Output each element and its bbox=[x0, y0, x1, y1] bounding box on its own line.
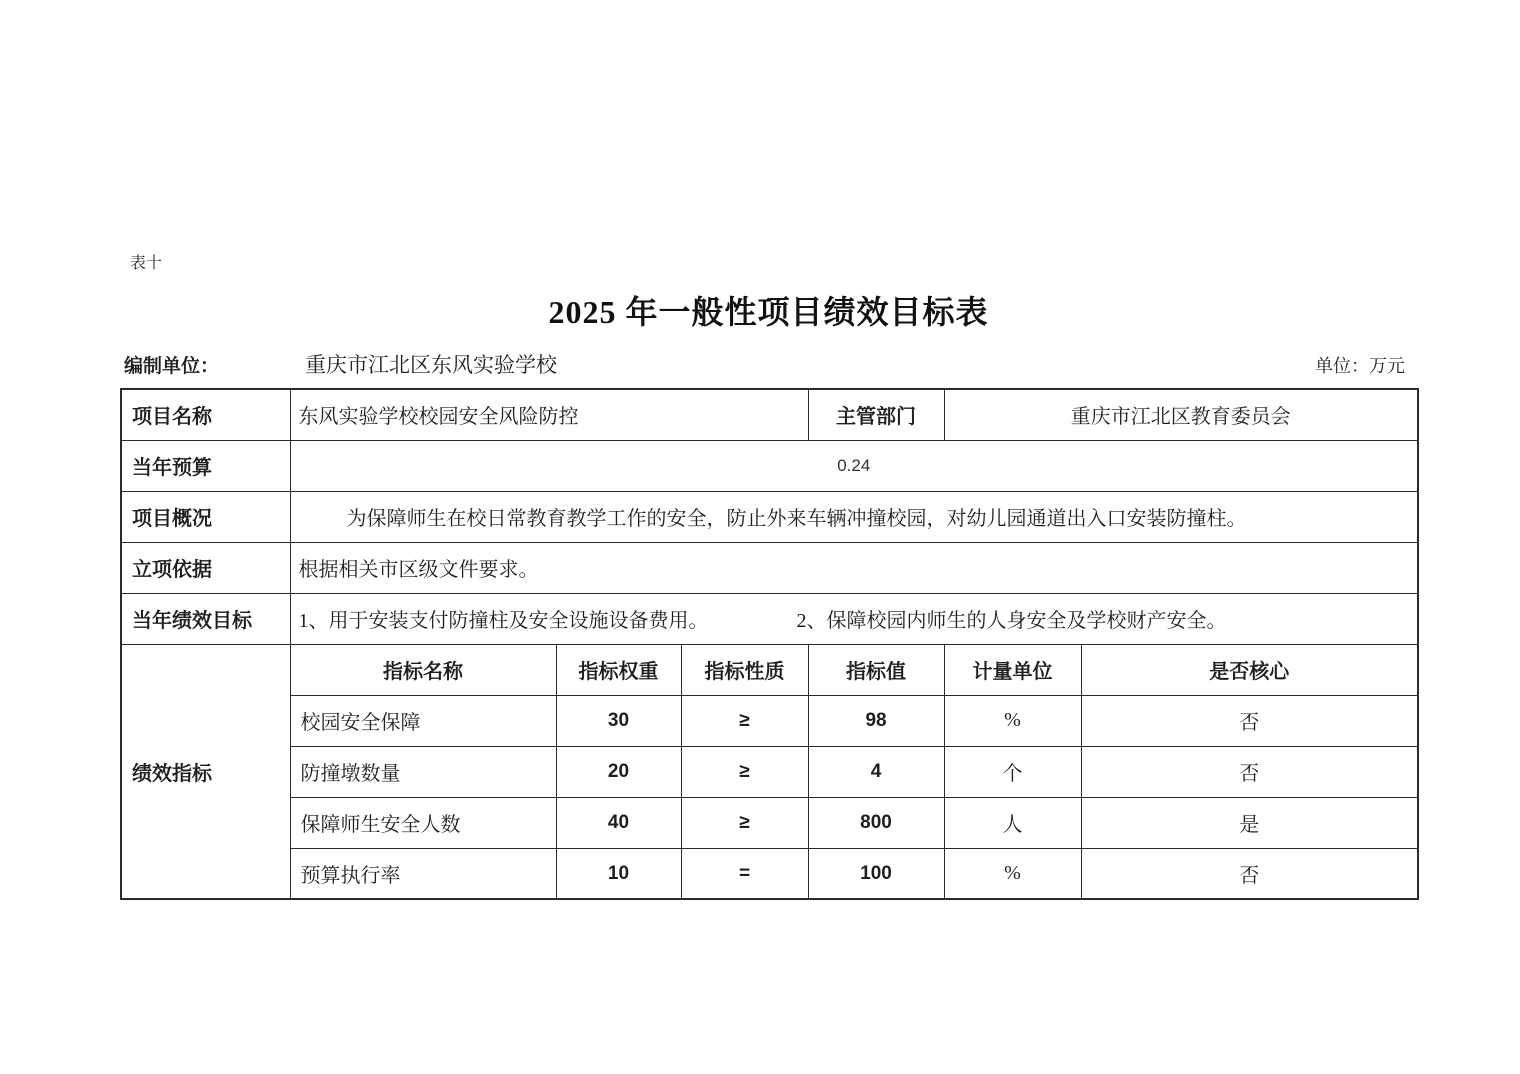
indicator-unit: 人 bbox=[944, 797, 1081, 848]
indicator-header-row bbox=[121, 644, 1418, 695]
indicator-core: 否 bbox=[1081, 695, 1418, 746]
overview-label: 项目概况 bbox=[121, 491, 290, 542]
indicator-value: 98 bbox=[808, 695, 944, 746]
indicator-name: 校园安全保障 bbox=[290, 695, 556, 746]
indicator-nature: = bbox=[681, 848, 808, 899]
project-name-label: 项目名称 bbox=[121, 389, 290, 440]
indicator-header-unit: 计量单位 bbox=[944, 644, 1081, 695]
indicator-weight: 30 bbox=[556, 695, 681, 746]
performance-target-table bbox=[120, 388, 1419, 900]
indicator-value: 100 bbox=[808, 848, 944, 899]
table-number-tag: 表十 bbox=[130, 255, 163, 272]
department-value: 重庆市江北区教育委员会 bbox=[944, 389, 1418, 440]
currency-unit-note: 单位：万元 bbox=[1315, 356, 1405, 376]
indicator-value: 800 bbox=[808, 797, 944, 848]
indicator-header-weight: 指标权重 bbox=[556, 644, 681, 695]
indicator-name: 保障师生安全人数 bbox=[290, 797, 556, 848]
overview-value: 为保障师生在校日常教育教学工作的安全，防止外来车辆冲撞校园，对幼儿园通道出入口安装防撞柱。 bbox=[290, 491, 1418, 542]
indicator-header-value: 指标值 bbox=[808, 644, 944, 695]
indicator-header-nature: 指标性质 bbox=[681, 644, 808, 695]
budget-amount: 0.24 bbox=[837, 456, 871, 475]
indicator-value: 4 bbox=[808, 746, 944, 797]
prepared-by bbox=[124, 349, 557, 379]
prepared-by-value: 重庆市江北区东风实验学校 bbox=[305, 353, 558, 377]
project-name-value: 东风实验学校校园安全风险防控 bbox=[290, 389, 808, 440]
goal-label: 当年绩效目标 bbox=[121, 593, 290, 644]
table-row-overview bbox=[121, 491, 1418, 542]
table-row-basis bbox=[121, 542, 1418, 593]
indicator-core: 否 bbox=[1081, 746, 1418, 797]
indicator-header-name: 指标名称 bbox=[290, 644, 556, 695]
indicator-row bbox=[121, 695, 1418, 746]
budget-label: 当年预算 bbox=[121, 440, 290, 491]
indicator-weight: 40 bbox=[556, 797, 681, 848]
indicator-name: 预算执行率 bbox=[290, 848, 556, 899]
indicator-header-core: 是否核心 bbox=[1081, 644, 1418, 695]
prepared-by-label: 编制单位： bbox=[124, 356, 220, 377]
indicator-row bbox=[121, 746, 1418, 797]
table-row-goal bbox=[121, 593, 1418, 644]
indicator-unit: 个 bbox=[944, 746, 1081, 797]
indicator-unit: % bbox=[944, 695, 1081, 746]
indicator-unit: % bbox=[944, 848, 1081, 899]
budget-value bbox=[290, 440, 1418, 491]
indicator-nature: ≥ bbox=[681, 695, 808, 746]
indicator-nature: ≥ bbox=[681, 746, 808, 797]
goal-item-2: 2、保障校园内师生的人身安全及学校财产安全。 bbox=[796, 610, 1227, 632]
indicator-row bbox=[121, 848, 1418, 899]
indicators-section-label: 绩效指标 bbox=[121, 644, 290, 899]
meta-row bbox=[120, 349, 1417, 379]
indicator-core: 是 bbox=[1081, 797, 1418, 848]
department-label: 主管部门 bbox=[808, 389, 944, 440]
goal-item-1: 1、用于安装支付防撞柱及安全设施设备费用。 bbox=[298, 610, 709, 632]
indicator-name: 防撞墩数量 bbox=[290, 746, 556, 797]
indicator-weight: 20 bbox=[556, 746, 681, 797]
basis-label: 立项依据 bbox=[121, 542, 290, 593]
basis-value: 根据相关市区级文件要求。 bbox=[290, 542, 1418, 593]
document-sheet bbox=[120, 250, 1417, 900]
table-row-budget bbox=[121, 440, 1418, 491]
indicator-core: 否 bbox=[1081, 848, 1418, 899]
indicator-row bbox=[121, 797, 1418, 848]
indicator-nature: ≥ bbox=[681, 797, 808, 848]
table-row-project-name bbox=[121, 389, 1418, 440]
indicator-weight: 10 bbox=[556, 848, 681, 899]
page-title: 2025 年一般性项目绩效目标表 bbox=[548, 294, 989, 330]
goal-value bbox=[290, 593, 1418, 644]
